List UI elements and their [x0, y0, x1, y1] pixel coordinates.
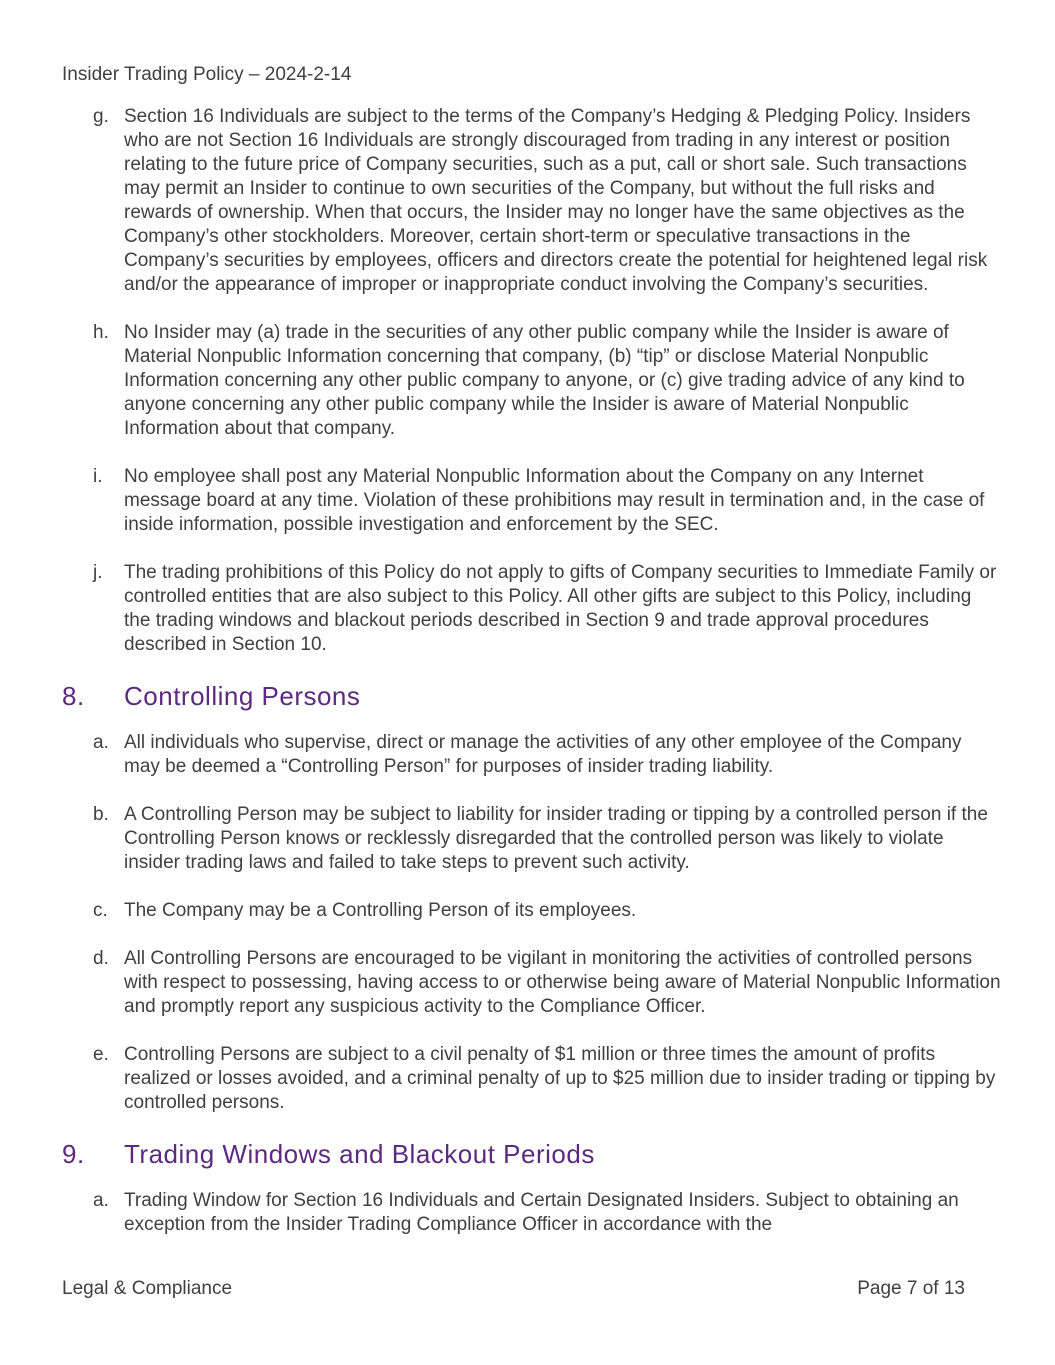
- list-item: [62, 105, 1002, 297]
- list-marker: c.: [93, 900, 108, 921]
- section-number: 8.: [62, 681, 85, 711]
- list-item-text: The Company may be a Controlling Person of its employees.: [124, 900, 637, 921]
- list-item: [62, 731, 1002, 779]
- list-item: [62, 1043, 1002, 1115]
- list-marker: e.: [93, 1044, 109, 1065]
- footer-page-number: Page 7 of 13: [857, 1278, 965, 1299]
- footer-department: Legal & Compliance: [62, 1278, 233, 1299]
- list-item: [62, 1189, 1002, 1237]
- list-marker: a.: [93, 732, 109, 753]
- list-marker: j.: [93, 562, 103, 583]
- list-item: [62, 947, 1002, 1019]
- section-title: Controlling Persons: [124, 681, 361, 711]
- list-item-text: A Controlling Person may be subject to liability for insider trading or tipping by a controlled person if the Controlling Person knows or recklessly disregarded that the controlled person was likely to violate insider trading laws and failed to take steps to prevent such activity.: [124, 804, 988, 873]
- section-title: Trading Windows and Blackout Periods: [124, 1139, 595, 1169]
- section-number: 9.: [62, 1139, 85, 1169]
- list-item-text: The trading prohibitions of this Policy do not apply to gifts of Company securities to Immediate Family or controlled entities that are also subject to this Policy. All other gifts are subject to this Policy, including the trading windows and blackout periods described in Section 9 and trade approval procedures described in Section 10.: [124, 562, 997, 655]
- list-marker: b.: [93, 804, 109, 825]
- list-item: [62, 803, 1002, 875]
- list-item-text: Trading Window for Section 16 Individuals and Certain Designated Insiders. Subject to obtaining an exception from the Insider Trading Compliance Officer in accordance with the: [124, 1190, 959, 1235]
- list-item-text: No employee shall post any Material Nonpublic Information about the Company on any Internet message board at any time. Violation of these prohibitions may result in termination and, in the case of inside information, possible investigation and enforcement by the SEC.: [124, 466, 985, 535]
- list-item: [62, 561, 1002, 657]
- list-item-text: Section 16 Individuals are subject to the terms of the Company’s Hedging & Pledging Policy. Insiders who are not Section 16 Individuals are strongly discouraged from trading in any interest or position relating to the future price of Company securities, such as a put, call or short sale. Such transactions may permit an Insider to continue to own securities of the Company, but without the full risks and rewards of ownership. When that occurs, the Insider may no longer have the same objectives as the Company’s other stockholders. Moreover, certain short-term or speculative transactions in the Company’s securities by employees, officers and directors create the potential for heightened legal risk and/or the appearance of improper or inappropriate conduct involving the Company’s securities.: [124, 106, 988, 295]
- document-body: [62, 105, 1002, 1261]
- list-marker: i.: [93, 466, 103, 487]
- list-item: [62, 321, 1002, 441]
- section-heading-trading-windows: [62, 1139, 1002, 1169]
- list-item-text: No Insider may (a) trade in the securities of any other public company while the Insider is aware of Material Nonpublic Information concerning that company, (b) “tip” or disclose Material Nonpublic Information concerning any other public company to anyone, or (c) give trading advice of any kind to anyone concerning any other public company while the Insider is aware of Material Nonpublic Information about that company.: [124, 322, 965, 439]
- list-item-text: All individuals who supervise, direct or manage the activities of any other employee of the Company may be deemed a “Controlling Person” for purposes of insider trading liability.: [124, 732, 962, 777]
- list-marker: g.: [93, 106, 109, 127]
- list-marker: h.: [93, 322, 109, 343]
- list-item: [62, 899, 1002, 923]
- list-item-text: Controlling Persons are subject to a civil penalty of $1 million or three times the amount of profits realized or losses avoided, and a criminal penalty of up to $25 million due to insider trading or tipping by controlled persons.: [124, 1044, 996, 1113]
- section-heading-controlling-persons: [62, 681, 1002, 711]
- list-item-text: All Controlling Persons are encouraged to be vigilant in monitoring the activities of controlled persons with respect to possessing, having access to or otherwise being aware of Material Nonpublic Information and promptly report any suspicious activity to the Compliance Officer.: [124, 948, 1001, 1017]
- list-marker: d.: [93, 948, 109, 969]
- list-item: [62, 465, 1002, 537]
- list-marker: a.: [93, 1190, 109, 1211]
- page-header: Insider Trading Policy – 2024-2-14: [62, 64, 352, 85]
